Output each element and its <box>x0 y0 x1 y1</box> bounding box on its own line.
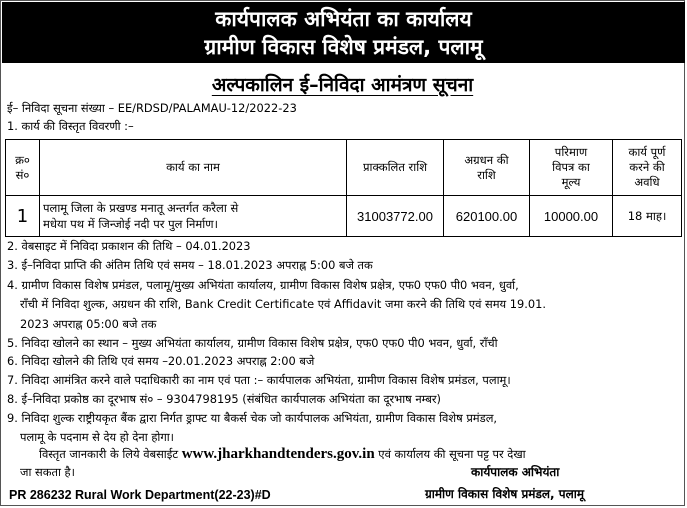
document-cost-header: परिमाण विपत्र का मूल्य <box>530 140 613 196</box>
estimated-cost-cell: 31003772.00 <box>347 196 444 237</box>
earnest-money-cell: 620100.00 <box>444 196 530 237</box>
website-note-line2: जा सकता है। <box>20 465 75 479</box>
earnest-money-header: अग्रधन की राशि <box>444 140 530 196</box>
works-table <box>5 139 682 237</box>
item-fee-line1: 9. निविदा शुल्क राष्ट्रीयकृत बैंक द्वारा निर्गत ड्राफ्ट या बैकर्स चेक जो कार्यपालक अभियंता, ग्रामीण विकास विशेष प्रमंडल, <box>7 411 498 425</box>
table-header-row <box>6 140 682 196</box>
completion-period-cell: 18 माह। <box>613 196 682 237</box>
item-last-date: 3. ई–निविदा प्राप्ति की अंतिम तिथि एवं समय – 18.01.2023 अपराह्न 5:00 बजे तक <box>7 258 373 272</box>
work-description-heading: 1. कार्य की विस्तृत विवरणी :– <box>7 119 134 133</box>
item-helpline: 8. ई–निविदा प्रकोष्ठ का दूरभाष सं० – 9304798195 (संबंधित कार्यपालक अभियंता का दूरभाष नम्बर) <box>7 392 441 406</box>
item-submission-line1: 4. ग्रामीण विकास विशेष प्रमंडल, पलामू/मुख्य अभियंता कार्यालय, ग्रामीण विकास विशेष प्रक्षेत्र, एफ0 एफ0 पी0 भवन, धुर्वा, <box>7 278 519 292</box>
notice-reference: ई– निविदा सूचना संख्या – EE/RDSD/PALAMAU-12/2022-23 <box>7 101 297 115</box>
item-fee-line2: पलामू के पदनाम से देय हो देना होगा। <box>20 430 175 444</box>
work-name-cell: पलामू जिला के प्रखण्ड मनातू अन्तर्गत करैला से मधेया पथ में जिन्जोई नदी पर पुल निर्माण। <box>40 196 347 237</box>
office-name: कार्यपालक अभियंता का कार्यालय <box>215 7 472 31</box>
pr-number: PR 286232 Rural Work Department(22-23)#D <box>9 488 271 502</box>
item-opening-place: 5. निविदा खोलने का स्थान – मुख्य अभियंता कार्यालय, ग्रामीण विकास विशेष प्रक्षेत्र, एफ0 एफ0 पी0 भवन, धुर्वा, रॉंची <box>7 336 498 350</box>
item-opening-date: 6. निविदा खोलने की तिथि एवं समय –20.01.2023 अपराह्न 2:00 बजे <box>7 354 315 368</box>
division-name: ग्रामीण विकास विशेष प्रमंडल, पलामू <box>204 35 483 59</box>
notice-title: अल्पकालिन ई–निविदा आमंत्रण सूचना <box>211 74 474 96</box>
item-publication-date: 2. वेबसाइट में निविदा प्रकाशन की तिथि – 04.01.2023 <box>7 239 251 253</box>
item-submission-line3: 2023 अपराह्न 05:00 बजे तक <box>20 317 157 331</box>
table-row <box>6 196 682 237</box>
website-link[interactable]: www.jharkhandtenders.gov.in <box>181 446 375 462</box>
work-name-header: कार्य का नाम <box>40 140 347 196</box>
serial-header: क्र० सं० <box>6 140 40 196</box>
completion-period-header: कार्य पूर्ण करने की अवधि <box>613 140 682 196</box>
signature-designation: कार्यपालक अभियंता <box>471 465 560 479</box>
item-inviting-officer: 7. निविदा आमंत्रित करने वाले पदाधिकारी का नाम एवं पता :– कार्यपालक अभियंता, ग्रामीण विकास विशेष प्रमंडल, पलामू। <box>7 373 511 387</box>
signature-office: ग्रामीण विकास विशेष प्रमंडल, पलामू <box>425 487 584 501</box>
office-header <box>2 2 685 63</box>
website-note: विस्तृत जानकारी के लिये वेबसाईट www.jharkhandtenders.gov.in एवं कार्यालय की सूचना पट्ट पर देखा <box>39 446 526 462</box>
serial-cell: 1 <box>6 196 40 237</box>
item-submission-line2: रॉंची में निविदा शुल्क, अग्रधन की राशि, Bank Credit Certificate एवं Affidavit जमा करने की तिथि एवं समय 19.01. <box>20 297 547 311</box>
document-cost-cell: 10000.00 <box>530 196 613 237</box>
estimated-cost-header: प्राक्कलित राशि <box>347 140 444 196</box>
